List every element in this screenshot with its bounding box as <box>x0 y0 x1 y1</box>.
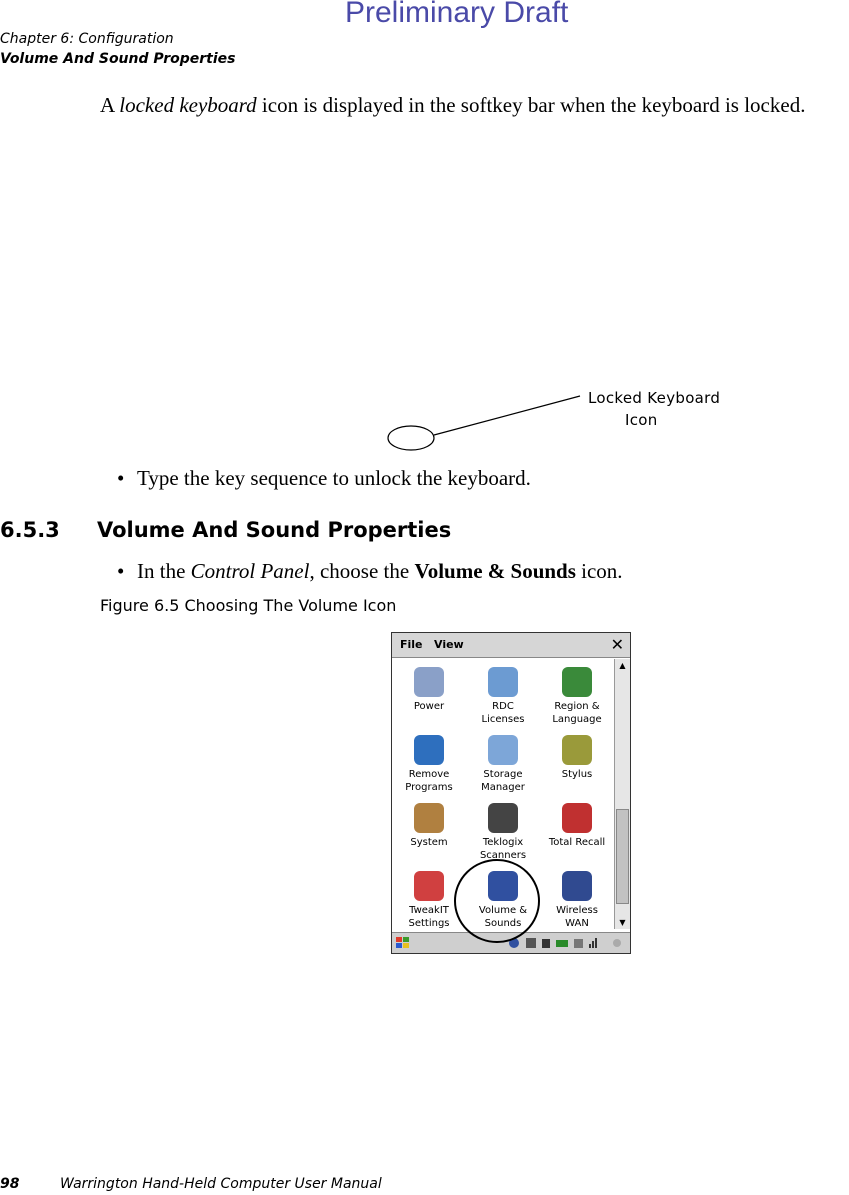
total-recall-item[interactable] <box>540 803 614 849</box>
callout-pointer <box>380 385 600 455</box>
tray-icon <box>556 940 568 947</box>
icon-label: RDC <box>492 701 514 712</box>
icon-label: Region & <box>554 701 600 712</box>
icon-label: Teklogix <box>482 837 524 848</box>
rdc-licenses-item[interactable] <box>466 667 540 726</box>
scroll-thumb[interactable] <box>616 809 629 904</box>
figure-caption: Figure 6.5 Choosing The Volume Icon <box>100 596 397 615</box>
icon-label: Storage <box>483 769 523 780</box>
total-recall-icon <box>562 803 592 833</box>
section-title: Volume And Sound Properties <box>97 518 452 542</box>
bullet-item: • Type the key sequence to unlock the keyboard. <box>117 466 531 490</box>
icon-label-2: Manager <box>481 782 525 793</box>
callout-line <box>434 396 580 435</box>
rdc-licenses-icon <box>488 667 518 697</box>
icon-label: TweakIT <box>409 905 449 916</box>
icon-label: Stylus <box>561 769 593 780</box>
section-number: 6.5.3 <box>0 518 60 542</box>
power-icon <box>414 667 444 697</box>
icon-label: System <box>410 837 448 848</box>
callout-ellipse <box>388 426 434 450</box>
menu-bar <box>392 633 630 658</box>
bullet-item-2: • In the Control Panel, choose the Volume & Sounds icon. <box>117 559 623 583</box>
highlight-circle <box>452 858 542 944</box>
wireless-wan-icon <box>562 871 592 901</box>
icon-label-2: Licenses <box>481 714 525 725</box>
teklogix-scanners-item[interactable] <box>466 803 540 862</box>
storage-manager-icon <box>488 735 518 765</box>
stylus-icon <box>562 735 592 765</box>
watermark: Preliminary Draft <box>345 0 569 29</box>
close-icon[interactable]: ✕ <box>610 635 624 654</box>
storage-manager-item[interactable] <box>466 735 540 794</box>
callout-label-2: Icon <box>625 411 658 429</box>
region-language-icon <box>562 667 592 697</box>
icon-label: Remove <box>408 769 450 780</box>
start-icon <box>396 937 402 942</box>
tray-icon <box>542 939 550 948</box>
bullet-dot-icon: • <box>117 559 125 583</box>
region-language-item[interactable] <box>540 667 614 726</box>
icon-label: Volume & <box>478 905 528 916</box>
power-item[interactable] <box>392 667 466 713</box>
stylus-item[interactable] <box>540 735 614 781</box>
signal-icon <box>589 944 591 948</box>
locked-keyboard-icon <box>574 939 583 948</box>
menu-file[interactable]: File <box>400 638 423 651</box>
icon-label-2: WAN <box>565 918 589 929</box>
wireless-wan-item[interactable] <box>540 871 614 930</box>
icon-label-2: Scanners <box>479 850 527 861</box>
running-header-chapter: Chapter 6: Configuration <box>0 31 174 47</box>
icon-label-2: Sounds <box>484 918 522 929</box>
tray-icon <box>613 939 621 947</box>
icon-label-2: Settings <box>408 918 450 929</box>
remove-programs-item[interactable] <box>392 735 466 794</box>
system-item[interactable] <box>392 803 466 849</box>
callout-label: Locked Keyboard <box>588 389 721 407</box>
scrollbar[interactable] <box>614 659 630 929</box>
scroll-down-icon[interactable]: ▼ <box>619 918 626 927</box>
icon-label-2: Language <box>552 714 602 725</box>
icon-label: Wireless <box>556 905 598 916</box>
footer: 98 Warrington Hand-Held Computer User Manual <box>0 1176 382 1192</box>
remove-programs-icon <box>414 735 444 765</box>
icon-label-2: Programs <box>405 782 453 793</box>
bullet-dot-icon: • <box>117 466 125 490</box>
scroll-up-icon[interactable]: ▲ <box>619 661 626 670</box>
teklogix-scanners-icon <box>488 803 518 833</box>
tweakit-settings-icon <box>414 871 444 901</box>
icon-label: Total Recall <box>548 837 606 848</box>
icon-label: Power <box>413 701 445 712</box>
menu-view[interactable]: View <box>434 638 464 651</box>
intro-paragraph: A locked keyboard icon is displayed in the softkey bar when the keyboard is locked. <box>100 93 806 117</box>
running-header-section: Volume And Sound Properties <box>0 51 236 67</box>
system-icon <box>414 803 444 833</box>
